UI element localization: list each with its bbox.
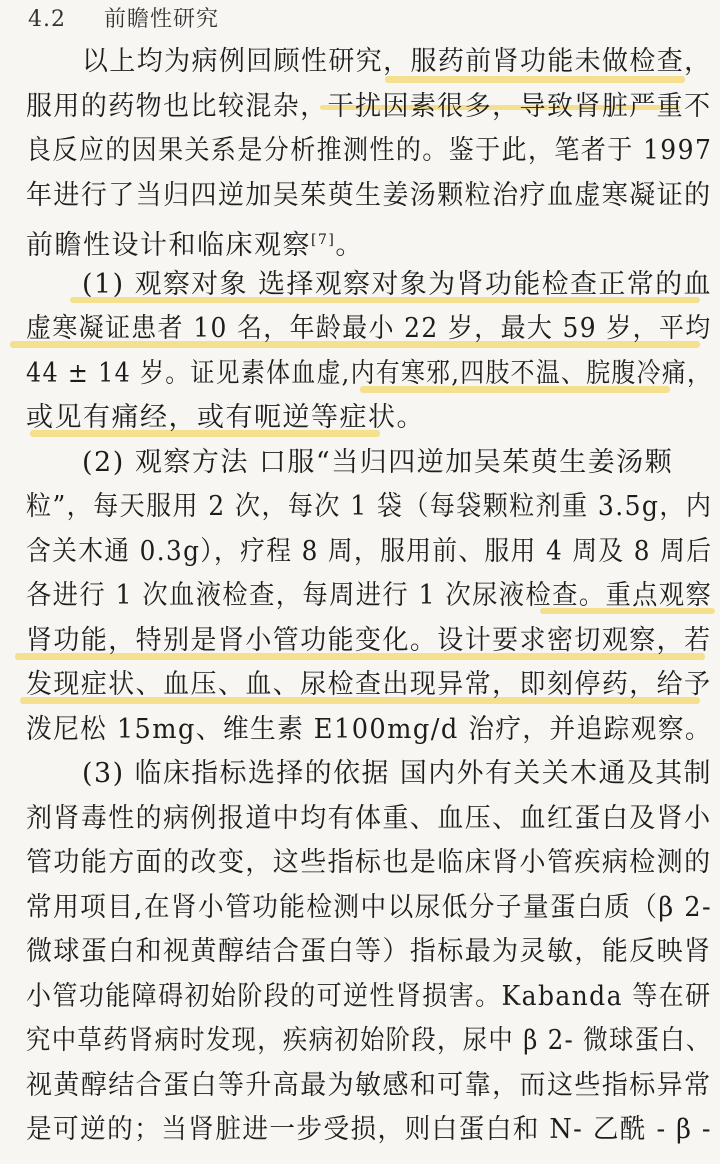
- text-line: (3) 临床指标选择的依据 国内外有关关木通及其制: [82, 758, 712, 789]
- text-line: 泼尼松 15mg、维生素 E100mg/d 治疗，并追踪观察。: [26, 713, 712, 745]
- text-line: 年进行了当归四逆加吴茱萸生姜汤颗粒治疗血虚寒凝证的: [26, 179, 712, 211]
- text-line: (1) 观察对象 选择观察对象为肾功能检查正常的血: [82, 268, 712, 300]
- text-line: 良反应的因果关系是分析推测性的。鉴于此，笔者于 1997: [26, 135, 713, 166]
- section-title: 前瞻性研究: [104, 7, 220, 32]
- text-line: [26, 220, 364, 266]
- text-line: 粒”，每天服用 2 次，每次 1 袋（每袋颗粒剂重 3.5g，内: [26, 491, 713, 522]
- text-line: 各进行 1 次血液检查，每周进行 1 次尿液检查。重点观察: [26, 580, 713, 611]
- section-heading: [28, 2, 219, 33]
- text-line: 是可逆的；当肾脏进一步受损，则白蛋白和 N- 乙酰 - β -: [26, 1114, 712, 1145]
- text-line: 剂肾毒性的病例报道中均有体重、血压、血红蛋白及肾小: [26, 802, 712, 834]
- text-line: 肾功能，特别是肾小管功能变化。设计要求密切观察，若: [26, 624, 712, 656]
- text-span: 。: [335, 230, 364, 261]
- text-line: 微球蛋白和视黄醇结合蛋白等）指标最为灵敏，能反映肾: [26, 936, 712, 967]
- text-line: 以上均为病例回顾性研究，服药前肾功能未做检查，: [82, 46, 712, 77]
- text-line: (2) 观察方法 口服“当归四逆加吴茱萸生姜汤颗: [82, 446, 674, 478]
- text-line: 视黄醇结合蛋白等升高最为敏感和可靠，而这些指标异常: [26, 1069, 712, 1101]
- text-line: 服用的药物也比较混杂，干扰因素很多，导致肾脏严重不: [26, 90, 712, 122]
- text-line: 常用项目,在肾小管功能检测中以尿低分子量蛋白质（β 2-: [26, 891, 713, 923]
- text-line: 含关木通 0.3g），疗程 8 周，服用前、服用 4 周及 8 周后: [26, 535, 713, 567]
- text-line: 管功能方面的改变，这些指标也是临床肾小管疾病检测的: [26, 847, 712, 878]
- text-line: 究中草药肾病时发现，疾病初始阶段，尿中 β 2- 微球蛋白、: [26, 1025, 712, 1056]
- text-line: 或见有痛经，或有呃逆等症状。: [26, 402, 425, 433]
- text-span: 前瞻性设计和临床观察: [26, 230, 311, 261]
- citation-marker: [7]: [311, 232, 336, 248]
- text-line: 虚寒凝证患者 10 名，年龄最小 22 岁，最大 59 岁，平均: [26, 313, 712, 344]
- section-number: 4.2: [28, 7, 66, 32]
- text-line: 发现症状、血压、血、尿检查出现异常，即刻停药，给予: [26, 669, 712, 700]
- text-line: 44 ± 14 岁。证见素体血虚,内有寒邪,四肢不温、脘腹冷痛，: [26, 357, 713, 389]
- text-line: 小管功能障碍初始阶段的可逆性肾损害。Kabanda 等在研: [26, 980, 712, 1012]
